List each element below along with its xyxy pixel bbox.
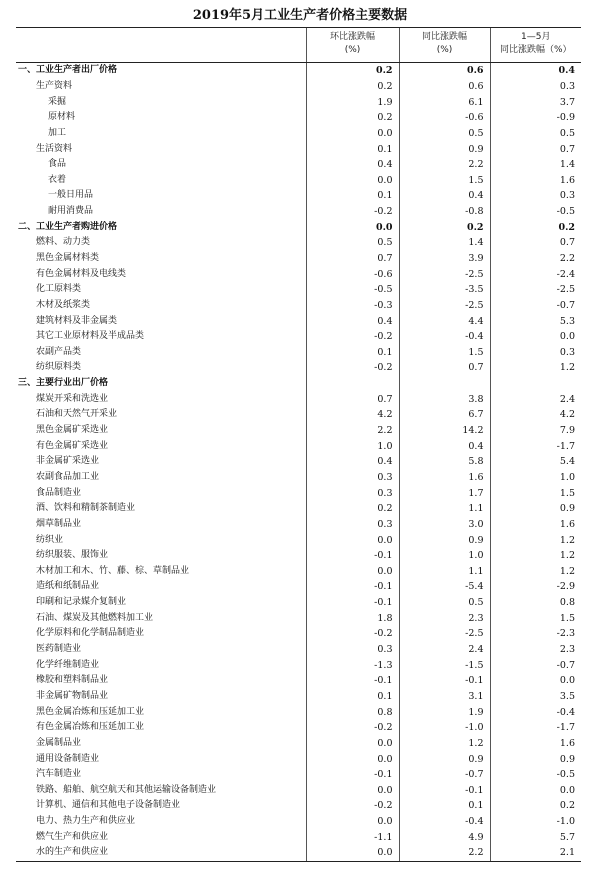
row-label: 纺织原料类 [36,362,82,373]
row-ytd-value: 0.0 [490,673,581,689]
row-ytd-value: 7.9 [490,423,581,439]
row-mom-value: 0.8 [306,704,399,720]
row-mom-value: 0.0 [306,736,399,752]
row-yoy-value: -2.5 [399,266,490,282]
row-label: 化学原料和化学制品制造业 [36,628,145,639]
table-row [16,438,581,454]
row-ytd-value: 2.2 [490,251,581,267]
row-yoy-value: 1.0 [399,548,490,564]
row-label: 采掘 [48,96,67,107]
row-label: 原材料 [48,112,76,123]
table-row [16,767,581,783]
header-yoy [399,28,490,63]
row-mom-value: -1.1 [306,829,399,845]
row-yoy-value: 1.9 [399,704,490,720]
row-ytd-value: -1.7 [490,438,581,454]
table-row [16,266,581,282]
row-yoy-value [399,376,490,392]
row-ytd-value: -0.7 [490,298,581,314]
row-mom-value: -0.2 [306,720,399,736]
row-mom-value: 0.0 [306,814,399,830]
row-yoy-value: -1.0 [399,720,490,736]
row-label: 橡胶和塑料制品业 [36,675,109,686]
row-yoy-value: 0.9 [399,141,490,157]
row-mom-value: -0.3 [306,298,399,314]
row-mom-value [306,376,399,392]
row-ytd-value: 1.4 [490,157,581,173]
row-yoy-value: 4.4 [399,313,490,329]
table-row [16,110,581,126]
row-mom-value: 0.1 [306,689,399,705]
row-mom-value: 2.2 [306,423,399,439]
table-row [16,345,581,361]
section-row [16,63,581,79]
row-ytd-value: 0.7 [490,235,581,251]
row-mom-value: -1.3 [306,657,399,673]
section-row [16,219,581,235]
row-ytd-value: 1.2 [490,564,581,580]
table-row [16,564,581,580]
table-row [16,720,581,736]
table-row [16,736,581,752]
row-mom-value: 0.0 [306,782,399,798]
table-row [16,485,581,501]
row-mom-value: 0.4 [306,157,399,173]
row-mom-value: -0.6 [306,266,399,282]
row-mom-value: 0.0 [306,172,399,188]
row-yoy-value: -0.4 [399,329,490,345]
table-row [16,313,581,329]
row-yoy-value: 2.2 [399,845,490,861]
header-ytd [490,28,581,63]
row-label: 木材及纸浆类 [36,299,91,310]
row-mom-value: 0.0 [306,751,399,767]
row-mom-value: 0.4 [306,454,399,470]
row-mom-value: -0.1 [306,548,399,564]
row-ytd-value: -1.7 [490,720,581,736]
row-yoy-value: -2.5 [399,626,490,642]
row-label: 烟草制品业 [36,518,82,529]
row-ytd-value: -2.4 [490,266,581,282]
row-ytd-value: 0.2 [490,798,581,814]
table-row [16,501,581,517]
row-label: 水的生产和供应业 [16,845,306,861]
row-ytd-value: 0.4 [490,63,581,79]
table-row [16,517,581,533]
row-yoy-value: 1.5 [399,345,490,361]
row-yoy-value: 0.6 [399,63,490,79]
row-mom-value: 0.2 [306,110,399,126]
row-ytd-value: -2.3 [490,626,581,642]
row-label: 耐用消费品 [48,206,94,217]
table-row [16,454,581,470]
row-yoy-value: 0.4 [399,438,490,454]
row-mom-value: 0.0 [306,845,399,861]
table-row [16,282,581,298]
row-yoy-value: 3.1 [399,689,490,705]
row-ytd-value [490,376,581,392]
row-yoy-value: 2.4 [399,642,490,658]
row-label: 纺织业 [36,534,64,545]
row-yoy-value: -2.5 [399,298,490,314]
row-label: 其它工业原材料及半成品类 [36,331,145,342]
table-row [16,610,581,626]
row-yoy-value: 6.1 [399,94,490,110]
row-ytd-value: 2.4 [490,391,581,407]
row-mom-value: 0.1 [306,188,399,204]
row-label: 衣着 [48,174,67,185]
row-yoy-value: -1.5 [399,657,490,673]
row-yoy-value: 2.3 [399,610,490,626]
row-yoy-value: 0.7 [399,360,490,376]
row-label: 金属制品业 [36,737,82,748]
row-ytd-value: 5.3 [490,313,581,329]
table-row [16,157,581,173]
header-yoy-line1: 同比涨跌幅 [421,32,467,42]
row-yoy-value: -0.1 [399,782,490,798]
row-yoy-value: 1.5 [399,172,490,188]
row-mom-value: 0.2 [306,63,399,79]
row-yoy-value: 1.7 [399,485,490,501]
row-yoy-value: 3.8 [399,391,490,407]
row-label: 石油和天然气开采业 [36,409,118,420]
row-label: 造纸和纸制品业 [36,581,100,592]
table-row [16,188,581,204]
row-mom-value: -0.1 [306,673,399,689]
row-yoy-value: 1.4 [399,235,490,251]
row-mom-value: 0.3 [306,485,399,501]
row-mom-value: -0.1 [306,579,399,595]
table-row [16,751,581,767]
row-mom-value: 0.1 [306,141,399,157]
table-row [16,423,581,439]
row-mom-value: 0.7 [306,391,399,407]
header-ytd-line1: 1—5月 [521,32,551,42]
row-ytd-value: 1.6 [490,736,581,752]
table-row [16,626,581,642]
row-ytd-value: 4.2 [490,407,581,423]
row-yoy-value: 0.9 [399,532,490,548]
row-label: 燃气生产和供应业 [36,831,109,842]
row-label: 黑色金属矿采选业 [36,425,109,436]
row-label: 生活资料 [36,143,73,154]
row-mom-value: 0.0 [306,532,399,548]
table-row [16,689,581,705]
row-ytd-value: -0.5 [490,767,581,783]
row-label: 食品 [48,159,67,170]
row-mom-value: 0.3 [306,517,399,533]
table-row [16,126,581,142]
row-yoy-value: 14.2 [399,423,490,439]
row-yoy-value: 1.1 [399,501,490,517]
row-yoy-value: -0.8 [399,204,490,220]
row-label: 通用设备制造业 [36,753,100,764]
row-yoy-value: 5.8 [399,454,490,470]
row-yoy-value: 6.7 [399,407,490,423]
row-label: 非金属矿物制品业 [36,690,109,701]
row-yoy-value: -0.4 [399,814,490,830]
row-label: 农副食品加工业 [36,471,100,482]
header-yoy-line2: (%) [436,45,453,55]
row-yoy-value: -0.6 [399,110,490,126]
table-row [16,94,581,110]
row-ytd-value: 0.9 [490,501,581,517]
row-ytd-value: -2.5 [490,282,581,298]
row-yoy-value: -3.5 [399,282,490,298]
row-mom-value: 0.0 [306,564,399,580]
row-label: 有色金属材料及电线类 [36,268,127,279]
row-ytd-value: 5.4 [490,454,581,470]
row-ytd-value: 1.2 [490,548,581,564]
row-ytd-value: 0.7 [490,141,581,157]
row-label: 非金属矿采选业 [36,456,100,467]
row-label: 食品制造业 [36,487,82,498]
table-row [16,704,581,720]
row-label: 石油、煤炭及其他燃料加工业 [36,612,154,623]
row-ytd-value: 1.2 [490,532,581,548]
table-row [16,814,581,830]
row-mom-value: 1.8 [306,610,399,626]
table-row [16,548,581,564]
row-label: 电力、热力生产和供应业 [36,816,136,827]
row-yoy-value: -5.4 [399,579,490,595]
row-label: 燃料、动力类 [36,237,91,248]
row-label: 印刷和记录媒介复制业 [36,597,127,608]
row-mom-value: -0.5 [306,282,399,298]
row-label: 二、工业生产者购进价格 [18,221,118,232]
row-yoy-value: 0.5 [399,126,490,142]
row-mom-value: 4.2 [306,407,399,423]
price-data-table [16,27,581,862]
table-row [16,298,581,314]
row-label: 黑色金属材料类 [36,253,100,263]
table-row [16,579,581,595]
row-ytd-value: 0.9 [490,751,581,767]
table-row [16,360,581,376]
table-row [16,251,581,267]
row-mom-value: -0.1 [306,767,399,783]
row-ytd-value: -1.0 [490,814,581,830]
row-mom-value: -0.2 [306,329,399,345]
row-yoy-value: 3.0 [399,517,490,533]
row-ytd-value: 3.7 [490,94,581,110]
row-ytd-value: 5.7 [490,829,581,845]
row-ytd-value: 1.5 [490,485,581,501]
row-ytd-value: -0.5 [490,204,581,220]
row-mom-value: 0.2 [306,501,399,517]
row-mom-value: -0.2 [306,626,399,642]
row-yoy-value: 0.1 [399,798,490,814]
row-ytd-value: 0.5 [490,126,581,142]
row-ytd-value: 0.2 [490,219,581,235]
table-row [16,845,581,861]
row-yoy-value: 3.9 [399,251,490,267]
row-yoy-value: 4.9 [399,829,490,845]
row-label: 纺织服装、服饰业 [36,550,109,561]
row-ytd-value: 1.2 [490,360,581,376]
row-label: 一、工业生产者出厂价格 [18,65,118,76]
table-row [16,657,581,673]
row-ytd-value: 0.0 [490,782,581,798]
table-row [16,407,581,423]
table-row [16,532,581,548]
row-label: 一般日用品 [48,190,94,201]
table-row [16,673,581,689]
header-ytd-line2: 同比涨跌幅（%） [499,45,572,55]
row-mom-value: 1.9 [306,94,399,110]
row-label: 煤炭开采和洗选业 [36,393,109,404]
row-ytd-value: 2.1 [490,845,581,861]
row-mom-value: 0.0 [306,219,399,235]
row-mom-value: 0.7 [306,251,399,267]
row-ytd-value: 0.3 [490,345,581,361]
row-label: 医药制造业 [36,644,82,655]
row-ytd-value: -0.7 [490,657,581,673]
row-label: 建筑材料及非金属类 [36,315,118,326]
row-ytd-value: 1.6 [490,517,581,533]
table-row [16,329,581,345]
row-yoy-value: 0.5 [399,595,490,611]
row-label: 计算机、通信和其他电子设备制造业 [36,800,181,811]
table-row [16,172,581,188]
row-yoy-value: 0.4 [399,188,490,204]
row-label: 生产资料 [36,80,73,91]
row-mom-value: 0.0 [306,126,399,142]
row-mom-value: 0.4 [306,313,399,329]
row-label: 化学纤维制造业 [36,659,100,670]
row-ytd-value: 3.5 [490,689,581,705]
row-yoy-value: 0.2 [399,219,490,235]
row-ytd-value: 0.3 [490,79,581,95]
row-yoy-value: -0.7 [399,767,490,783]
table-row [16,79,581,95]
row-ytd-value: 0.8 [490,595,581,611]
row-mom-value: 1.0 [306,438,399,454]
table-row [16,642,581,658]
table-row [16,595,581,611]
table-header-row [16,28,581,63]
row-yoy-value: 0.6 [399,79,490,95]
table-body [16,63,581,862]
table-row [16,470,581,486]
row-yoy-value: 2.2 [399,157,490,173]
row-label: 加工 [48,127,67,138]
row-yoy-value: 1.1 [399,564,490,580]
header-label-cell [16,28,306,63]
row-ytd-value: -0.4 [490,704,581,720]
row-mom-value: 0.1 [306,345,399,361]
row-yoy-value: 1.6 [399,470,490,486]
table-row [16,782,581,798]
table-row [16,141,581,157]
table-row [16,829,581,845]
row-ytd-value: 2.3 [490,642,581,658]
row-label: 酒、饮料和精制茶制造业 [36,503,136,514]
row-ytd-value: 0.3 [490,188,581,204]
row-label: 有色金属冶炼和压延加工业 [36,722,145,733]
row-mom-value: 0.3 [306,642,399,658]
row-ytd-value: 1.0 [490,470,581,486]
header-mom-line2: (%) [344,45,361,55]
header-mom-line1: 环比涨跌幅 [329,32,375,42]
row-mom-value: -0.2 [306,798,399,814]
table-row [16,391,581,407]
row-yoy-value: 0.9 [399,751,490,767]
row-mom-value: -0.1 [306,595,399,611]
row-mom-value: -0.2 [306,204,399,220]
row-label: 农副产品类 [36,346,82,357]
row-ytd-value: -2.9 [490,579,581,595]
row-mom-value: 0.3 [306,470,399,486]
header-mom [306,28,399,63]
row-ytd-value: 1.6 [490,172,581,188]
row-label: 汽车制造业 [36,769,82,780]
row-label: 铁路、船舶、航空航天和其他运输设备制造业 [36,784,217,795]
table-row [16,798,581,814]
row-yoy-value: -0.1 [399,673,490,689]
row-mom-value: 0.5 [306,235,399,251]
row-mom-value: -0.2 [306,360,399,376]
row-yoy-value: 1.2 [399,736,490,752]
row-mom-value: 0.2 [306,79,399,95]
page-title: 2019年5月工业生产者价格主要数据 [192,8,408,23]
row-ytd-value: 0.0 [490,329,581,345]
table-row [16,235,581,251]
table-row [16,204,581,220]
row-label: 三、主要行业出厂价格 [18,378,109,389]
row-label: 有色金属矿采选业 [36,440,109,451]
row-label: 木材加工和木、竹、藤、棕、草制品业 [36,565,190,576]
row-ytd-value: 1.5 [490,610,581,626]
row-ytd-value: -0.9 [490,110,581,126]
section-row [16,376,581,392]
row-label: 化工原料类 [36,284,82,295]
row-label: 黑色金属冶炼和压延加工业 [36,706,145,717]
